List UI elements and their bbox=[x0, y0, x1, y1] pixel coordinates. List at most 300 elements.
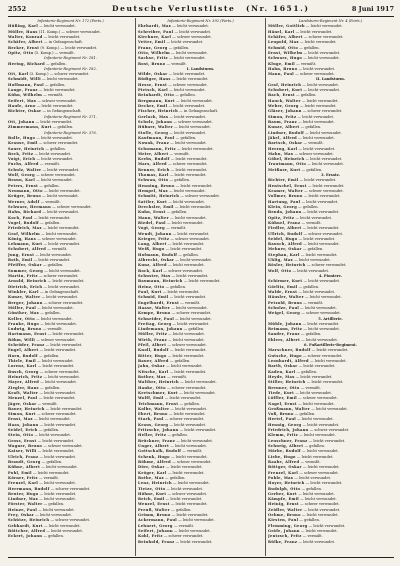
entry-status: — leicht verwundet. bbox=[297, 66, 336, 71]
entry-name: Schubert, Kurt bbox=[268, 88, 303, 93]
entry-name: Brenner, Otto bbox=[268, 385, 300, 390]
page-header bbox=[8, 4, 394, 16]
entry-status: — leicht verwundet. bbox=[170, 513, 209, 518]
entry-name: Gross, Ernst bbox=[8, 438, 37, 443]
entry-status: — schwer verwundet. bbox=[172, 119, 213, 124]
entry-name: Schulz, Walter bbox=[8, 167, 42, 172]
entry-status: — schwer verwundet. bbox=[303, 189, 344, 193]
entry-name: Reinhold, Franz bbox=[138, 539, 175, 544]
entry-status: — vermißt. bbox=[36, 401, 58, 406]
entry-name: Kühne, Albert bbox=[8, 465, 41, 470]
entry-status: — gefallen. bbox=[293, 412, 316, 417]
entry-status: — gefallen. bbox=[167, 45, 190, 50]
entry-status: — leicht verwundet. bbox=[163, 396, 202, 401]
entry-name: Kretschmer, Kurt bbox=[138, 390, 179, 395]
entry-status: — leicht verwundet. bbox=[40, 465, 78, 470]
section-title: 3. Ersatz. bbox=[321, 173, 340, 178]
entry-status: — schwer verwundet. bbox=[166, 162, 208, 167]
entry-name: Wolf, Otto bbox=[268, 268, 292, 273]
entry-status: — gefallen. bbox=[297, 284, 320, 289]
entry-status: — leicht verwundet. bbox=[166, 263, 205, 268]
entry-status: — vermißt. bbox=[39, 199, 61, 204]
entry-status: — leicht verwundet. bbox=[307, 523, 346, 528]
entry-name: Rothe, Max bbox=[138, 475, 164, 480]
entry-name: Schwan, Otto bbox=[138, 178, 169, 183]
entry-status: (3. Komp.) — schwer verwundet. bbox=[28, 72, 90, 77]
entry-status: — leicht verwundet. bbox=[293, 475, 332, 480]
entry-status: — leicht verwundet. bbox=[168, 295, 207, 300]
entry-name: Hänel, Karl bbox=[268, 29, 295, 34]
entry-status: — vermißt. bbox=[168, 151, 190, 156]
entry-name: Marschner, Rudolf bbox=[268, 348, 311, 353]
entry-name: Mahn, Max bbox=[268, 151, 294, 156]
entry-status: — leicht verwundet. bbox=[297, 364, 336, 369]
entry-status: — gefallen. bbox=[298, 45, 320, 50]
entry-name: Schenk, Hugo bbox=[138, 454, 170, 459]
entry-name: Renner, Erich bbox=[138, 167, 170, 172]
entry-status: — gefallen. bbox=[294, 93, 317, 98]
entry-status: — schwer verwundet. bbox=[42, 444, 83, 448]
entry-status: — schwer verwundet. bbox=[49, 486, 91, 491]
entry-status: — leicht verwundet. bbox=[302, 507, 341, 512]
entry-name: Stark, Paul bbox=[138, 417, 164, 422]
entry-name: Kühnel, Franz bbox=[268, 220, 301, 225]
entry-status: — leicht verwundet. bbox=[174, 316, 212, 321]
entry-status: — schwer verwundet. bbox=[162, 268, 204, 273]
entry-status: — leicht verwundet. bbox=[35, 178, 73, 183]
issue-date: 8 Juni 1917 bbox=[351, 5, 394, 13]
entry-name: Meier, Albert bbox=[138, 151, 169, 156]
entry-name: Gutsche, Hugo bbox=[268, 353, 302, 358]
entry-status: — leicht verwundet. bbox=[40, 295, 79, 300]
entry-status: — vermißt. bbox=[301, 534, 323, 539]
entry-status: — gefallen. bbox=[303, 444, 325, 448]
entry-status: (5. Komp.) — vermißt. bbox=[33, 50, 75, 55]
entry-status: — schwer verwundet. bbox=[51, 204, 92, 209]
entry-name: Voß, Bruno bbox=[268, 412, 294, 417]
section-title: II. Landsturm. bbox=[315, 77, 346, 82]
entry-status: — schwer verwundet. bbox=[171, 34, 212, 39]
entry-status: — gefallen. bbox=[37, 428, 60, 433]
section-heading: Infanterie-Regiment Nr. 182. bbox=[44, 66, 97, 71]
entry-name: Bauer, Alfred bbox=[138, 359, 169, 363]
entry-status: — leicht verwundet. bbox=[301, 82, 339, 87]
entry-status: — leicht verwundet. bbox=[298, 40, 337, 45]
footer-rule bbox=[8, 557, 394, 558]
entry-name: Graf, Wilhelm bbox=[8, 231, 40, 236]
entry-name: Wagner, Bruno bbox=[8, 444, 43, 448]
entry-name: Hanke, Otto bbox=[138, 385, 166, 390]
entry-name: Bock, Karl bbox=[138, 268, 163, 273]
entry-status: — schwer verwundet. bbox=[166, 343, 207, 348]
entry-name: Kaufmann, Paul bbox=[138, 135, 175, 140]
section-heading: Infanterie-Regiment Nr. 181. bbox=[44, 56, 97, 61]
column-divider bbox=[265, 18, 266, 556]
entry-status: — leicht verwundet. bbox=[302, 88, 341, 93]
entry-status: — leicht verwundet. bbox=[35, 359, 74, 363]
entry-status: — vermißt. bbox=[165, 226, 187, 231]
entry-name: Haufe, Arno bbox=[8, 104, 36, 108]
entry-name: Pfeil, Albert bbox=[138, 343, 167, 348]
entry-name: Bartsch, Oskar bbox=[268, 141, 303, 146]
entry-status: — leicht verwundet. bbox=[42, 189, 81, 193]
entry-name: Kraft, Walter bbox=[8, 390, 39, 395]
entry-name: Haase, Walter bbox=[138, 305, 171, 310]
entry-status: — leicht verwundet. bbox=[296, 114, 335, 119]
entry-status: — leicht verwundet. bbox=[304, 24, 343, 29]
entry-status: — leicht verwundet. bbox=[35, 135, 73, 140]
entry-name: Vetter, Emil bbox=[138, 40, 166, 45]
entry-status: — schwer verwundet. bbox=[170, 459, 212, 464]
entry-name: Böttger, Oskar bbox=[268, 465, 302, 470]
entry-status: — gefallen. bbox=[169, 507, 192, 512]
entry-name: Flemming, Georg bbox=[268, 523, 308, 528]
entry-name: Sander, Franz bbox=[268, 332, 300, 337]
entry-name: Menzel, Paul bbox=[8, 396, 38, 401]
entry-status: — leicht verwundet. bbox=[176, 518, 215, 523]
entry-status: — leicht verwundet. bbox=[164, 364, 203, 369]
entry-name: Walther, Heinrich bbox=[138, 380, 179, 385]
entry-status: — gefallen. bbox=[174, 135, 197, 140]
entry-name: Klein, Georg bbox=[268, 204, 298, 209]
entry-name: Förster, Walter bbox=[8, 502, 43, 507]
entry-name: Mann, Walter bbox=[138, 215, 169, 220]
entry-status: — gefallen. bbox=[301, 247, 324, 252]
entry-status: — leicht verwundet. bbox=[39, 380, 77, 385]
entry-status: — leicht verwundet. bbox=[170, 50, 208, 55]
entry-name: Riedel, Paul bbox=[138, 220, 166, 225]
entry-name: Albrecht, Oskar bbox=[138, 258, 175, 263]
entry-status: — vermißt. bbox=[46, 247, 68, 252]
entry-status: — leicht verwundet. bbox=[301, 422, 340, 427]
entry-name: Opitz, Fritz bbox=[268, 215, 295, 220]
entry-status: — leicht verwundet. bbox=[302, 327, 340, 332]
entry-name: Hentschel, Ernst bbox=[268, 183, 307, 188]
entry-name: Ziegler, Hans bbox=[8, 385, 39, 390]
entry-status: — leicht verwundet. bbox=[182, 279, 221, 284]
entry-name: Kolbe, Walter bbox=[138, 406, 170, 411]
column-1 bbox=[8, 19, 133, 555]
entry-name: Hertel, Paul bbox=[268, 417, 296, 422]
section-heading: Landsturm-Regiment Nr. 4 (Forts.) bbox=[298, 19, 363, 23]
entry-name: Kühn, Wilhelm bbox=[8, 93, 43, 98]
entry-name: Sachse, Fritz bbox=[138, 56, 168, 61]
entry-name: Lang, Albert bbox=[138, 242, 167, 247]
entry-name: Heyde, Max bbox=[268, 374, 295, 379]
entry-name: Seidel, Erich bbox=[8, 428, 38, 433]
entry-status: — schwer verwundet. bbox=[167, 82, 208, 87]
entry-name: Fischer, Heinrich bbox=[138, 109, 178, 114]
entry-status: — leicht verwundet. bbox=[291, 268, 330, 273]
entry-status: — leicht verwundet. bbox=[170, 274, 209, 278]
entry-status: — schwer verwundet. bbox=[300, 311, 341, 316]
entry-status: — leicht verwundet. bbox=[304, 481, 343, 486]
entry-status: — leicht verwundet. bbox=[175, 146, 214, 151]
entry-name: Hoffmann, Paul bbox=[8, 82, 44, 87]
entry-status: — leicht verwundet. bbox=[302, 50, 341, 55]
entry-name: Pfeiffer, Oskar bbox=[8, 263, 42, 268]
entry-status: — gefallen. bbox=[44, 146, 66, 151]
entry-name: Drechsler, Emil bbox=[138, 204, 174, 209]
entry-status: — leicht verwundet. bbox=[295, 454, 334, 459]
entry-name: Ebert, Bruno bbox=[138, 412, 168, 417]
entry-name: Schubert, Alfred bbox=[8, 247, 47, 252]
entry-status: — leicht verwundet. bbox=[168, 348, 207, 353]
entry-name: Meißner, Kurt bbox=[268, 167, 301, 172]
entry-status: — leicht verwundet. bbox=[297, 433, 336, 438]
entry-name: Hauck, Walter bbox=[268, 98, 301, 103]
entry-status: — leicht verwundet. bbox=[36, 449, 75, 454]
entry-name: Löffler, Emil bbox=[268, 396, 297, 401]
entry-name: Thomas, Karl bbox=[138, 173, 169, 178]
entry-name: Martin, Fritz bbox=[8, 274, 38, 278]
entry-status: — leicht verwundet. bbox=[301, 210, 340, 215]
entry-name: Vogel, Rudolf bbox=[8, 220, 39, 225]
entry-name: Ackermann, Paul bbox=[138, 518, 177, 523]
entry-status: — leicht verwundet. bbox=[38, 24, 76, 29]
entry-status: — gefallen. bbox=[299, 332, 322, 337]
entry-name: Simon, Fritz bbox=[268, 114, 297, 119]
entry-name: Walter, Konrad bbox=[8, 34, 43, 39]
entry-name: Beck, Fritz bbox=[8, 151, 34, 156]
entry-status: — vermißt. bbox=[299, 459, 321, 464]
entry-status: — gefallen. bbox=[42, 502, 65, 507]
entry-status: — schwer verwundet. bbox=[37, 274, 79, 278]
entry-name: Arnold, Heinrich bbox=[8, 279, 47, 284]
entry-status: — leicht verwundet. bbox=[166, 337, 205, 342]
entry-status: — vermißt. bbox=[294, 61, 317, 66]
entry-status: — leicht verwundet. bbox=[169, 406, 208, 411]
entry-status: — leicht verwundet. bbox=[301, 321, 340, 326]
entry-name: Weigel, Georg bbox=[268, 311, 301, 316]
entry-name: Höhne, Kurt bbox=[138, 491, 167, 496]
entry-status: — leicht verwundet. bbox=[32, 417, 71, 422]
entry-name: Görlitz, Emil bbox=[268, 284, 298, 289]
entry-status: — leicht verwundet. bbox=[170, 305, 208, 310]
entry-name: Lindner, Max bbox=[8, 497, 39, 502]
entry-status: — gefallen. bbox=[168, 178, 191, 183]
entry-name: Hübner, Walter bbox=[138, 125, 174, 130]
entry-name: Braun, Karl bbox=[8, 178, 35, 183]
entry-name: Kraus, Georg bbox=[138, 422, 169, 427]
entry-status: — leicht verwundet. bbox=[34, 119, 73, 124]
entry-status: — leicht verwundet. bbox=[41, 226, 80, 231]
section-heading: Infanterie-Regiment Nr. 371. bbox=[44, 114, 97, 119]
entry-status: — vermißt. bbox=[299, 385, 321, 390]
entry-status: — gefallen. bbox=[178, 401, 200, 406]
entry-name: Rother, Max bbox=[138, 374, 166, 379]
entry-name: Brandt, Georg bbox=[8, 459, 41, 464]
entry-name: Raabe, Alfred bbox=[268, 459, 300, 464]
entry-name: Gläser, Johann bbox=[268, 109, 302, 114]
entry-status: — leicht verwundet. bbox=[175, 438, 213, 443]
entry-name: Scholz, Johann bbox=[138, 119, 173, 124]
entry-name: Wolff, Emil bbox=[138, 396, 164, 401]
entry-name: Franke, Hugo bbox=[8, 321, 40, 326]
entry-status: — vermißt. bbox=[38, 162, 61, 167]
entry-name: Heinz, Otto bbox=[138, 284, 165, 289]
casualty-entry bbox=[268, 540, 393, 545]
entry-status: — gefallen. bbox=[38, 183, 60, 188]
entry-name: Baumann, Heinrich bbox=[138, 279, 183, 284]
entry-name: Müller, Fritz bbox=[138, 332, 168, 337]
entry-name: Kröger, Karl bbox=[138, 470, 167, 475]
entry-name: Bach, Ernst bbox=[268, 93, 295, 98]
entry-name: Rudolph, Otto bbox=[268, 486, 301, 491]
entry-name: Stephan, Karl bbox=[268, 252, 300, 257]
entry-status: — gefallen. bbox=[43, 82, 66, 87]
entry-status: — leicht verwundet. bbox=[171, 24, 209, 29]
entry-name: Liebe, Hugo bbox=[268, 454, 296, 459]
entry-name: Pohle, Max bbox=[268, 475, 294, 480]
entry-status: — gefallen. bbox=[174, 93, 196, 98]
entry-status: — leicht verwundet. bbox=[171, 481, 210, 486]
entry-name: Friedrich, Johann bbox=[268, 428, 309, 433]
entry-name: Schreiber, Paul bbox=[138, 29, 174, 34]
entry-status: — leicht verwundet. bbox=[46, 279, 85, 284]
entry-name: Ehrhardt, Max bbox=[138, 24, 172, 29]
entry-name: Müller, Hans bbox=[8, 29, 38, 34]
entry-status: — gefallen. bbox=[298, 518, 320, 523]
entry-status: — leicht verwundet. bbox=[297, 491, 335, 496]
entry-name: Decker, Emil bbox=[138, 104, 168, 108]
entry-status: — in Gefangenschaft. bbox=[177, 109, 219, 114]
entry-status: — gefallen. bbox=[39, 311, 61, 316]
entry-status: — leicht verwundet. bbox=[34, 252, 72, 257]
entry-status: — gefallen. bbox=[300, 486, 322, 491]
entry-name: Bauer, Heinrich bbox=[8, 406, 45, 411]
entry-status: — leicht verwundet. bbox=[167, 104, 206, 108]
entry-status: — schwer verwundet. bbox=[305, 263, 347, 268]
entry-status: (9. Komp.) — leicht verwundet. bbox=[39, 45, 98, 50]
entry-status: — leicht verwundet. bbox=[165, 220, 204, 225]
entry-status: — vermißt. bbox=[300, 220, 322, 225]
entry-name: Seifert, Johann bbox=[138, 529, 173, 533]
entry-name: Kaden, Karl bbox=[268, 369, 296, 374]
entry-name: Lange, Franz bbox=[8, 88, 38, 93]
entry-name: Kunze, Albert bbox=[268, 125, 300, 130]
entry-name: Gräfe, Johann bbox=[268, 529, 300, 533]
entry-status: — vermißt. bbox=[165, 374, 188, 379]
entry-name: Sauer, Heinrich bbox=[8, 146, 45, 151]
entry-status: — schwer verwundet. bbox=[49, 518, 91, 523]
entry-name: Heinze, Paul bbox=[8, 507, 38, 512]
entry-status: — gefallen. bbox=[41, 263, 64, 268]
entry-status: — leicht verwundet. bbox=[170, 77, 209, 82]
entry-name: Oehme, Bruno bbox=[268, 513, 301, 518]
entry-name: Jäger, Oskar bbox=[8, 401, 37, 406]
entry-status: — schwer verwundet. bbox=[165, 385, 207, 390]
entry-name: Jentzsch, Fritz bbox=[268, 534, 302, 539]
section-heading: Infanterie-Regiment Nr. 376. bbox=[44, 130, 97, 135]
entry-status: — schwer verwundet. bbox=[302, 231, 344, 236]
entry-name: Schäfer, Albert bbox=[8, 40, 43, 45]
entry-status: — leicht verwundet. bbox=[34, 513, 72, 518]
entry-name: Hofmann, Rudolf bbox=[138, 252, 178, 257]
entry-status: — leicht verwundet. bbox=[169, 141, 207, 146]
entry-status: — leicht verwundet. bbox=[175, 98, 213, 103]
entry-status: — leicht verwundet. bbox=[42, 242, 81, 247]
entry-name: Mann, Paul bbox=[268, 72, 294, 77]
entry-name: Uhlig, Max bbox=[268, 258, 293, 263]
entry-status: — leicht verwundet. bbox=[35, 104, 74, 108]
entry-name: Ernst, Max bbox=[8, 417, 33, 422]
entry-name: Körner, Fritz bbox=[8, 475, 38, 480]
entry-status: — gefallen. bbox=[42, 534, 64, 539]
entry-name: Petzold, Bruno bbox=[268, 300, 303, 305]
entry-status: — leicht verwundet. bbox=[310, 406, 348, 411]
entry-name: Sattler, Kurt bbox=[138, 199, 168, 204]
entry-name: Schmitt, Heinrich bbox=[138, 194, 180, 199]
entry-name: Neumann, Otto bbox=[8, 189, 43, 193]
entry-name: Kirsten, Paul bbox=[268, 518, 299, 523]
entry-status: — leicht verwundet. bbox=[299, 252, 338, 257]
entry-status: — leicht verwundet. bbox=[45, 529, 83, 533]
entry-name: Brückner, Franz bbox=[138, 438, 176, 443]
entry-name: Friedrich, Max bbox=[8, 226, 42, 231]
entry-name: Kirchner, Karl bbox=[138, 34, 172, 39]
entry-status: — leicht verwundet. bbox=[296, 401, 335, 406]
entry-status: — leicht verwundet. bbox=[307, 438, 346, 443]
entry-name: Weiß, Hugo bbox=[138, 247, 165, 252]
entry-name: Schäfer, Albert bbox=[268, 34, 303, 39]
entry-status: — leicht verwundet. bbox=[168, 130, 207, 135]
entry-status: — schwer verwundet. bbox=[302, 34, 344, 39]
entry-status: — vermißt. bbox=[302, 300, 324, 305]
entry-name: Hahn, Richard bbox=[8, 210, 42, 215]
entry-status: — vermißt. bbox=[165, 61, 187, 66]
entry-name: Paul, Kurt bbox=[138, 289, 162, 294]
entry-status: — gefallen. bbox=[300, 167, 323, 172]
entry-status: — leicht verwundet. bbox=[167, 189, 206, 193]
entry-status: — gefallen. bbox=[51, 125, 74, 130]
entry-status: — leicht verwundet. bbox=[168, 422, 207, 427]
entry-name: Stiller, Heinrich bbox=[268, 380, 306, 385]
entry-status: — gefallen. bbox=[182, 327, 205, 332]
entry-name: Zimmermann, Kurt bbox=[8, 125, 52, 130]
entry-name: Leuschner, Franz bbox=[268, 438, 308, 443]
entry-status: — leicht verwundet. bbox=[298, 178, 337, 183]
entry-name: Keller, Otto bbox=[8, 316, 35, 321]
entry-name: Wendt, Johann bbox=[138, 231, 172, 236]
entry-status: — schwer verwundet. bbox=[34, 173, 76, 178]
entry-status: — schwer verwundet. bbox=[179, 194, 220, 199]
entry-name: Kunz, Alfred bbox=[138, 263, 167, 268]
entry-status: — leicht verwundet. bbox=[32, 258, 71, 263]
entry-name: Stolle, Georg bbox=[138, 130, 169, 135]
entry-name: Kämpfe, Emil bbox=[268, 497, 299, 502]
entry-name: Herzog, Karl bbox=[268, 146, 298, 151]
entry-status: — leicht verwundet. bbox=[32, 215, 71, 220]
entry-name: Ritter, Hugo bbox=[138, 353, 167, 358]
entry-status: — schwer verwundet. bbox=[301, 109, 343, 114]
entry-status: — leicht verwundet. bbox=[298, 497, 337, 502]
entry-name: Seidel, Hugo bbox=[268, 236, 298, 241]
entry-name: Franz, Georg bbox=[138, 45, 168, 50]
entry-status: — gefallen. bbox=[37, 353, 60, 358]
entry-status: — leicht verwundet. bbox=[294, 215, 333, 220]
entry-status: — leicht verwundet. bbox=[42, 523, 81, 528]
entry-name: Frenzel, Karl bbox=[8, 481, 39, 486]
entry-status: — schwer verwundet. bbox=[36, 98, 77, 103]
section-title: 5. Artillerie. bbox=[318, 316, 343, 321]
entry-name: Schneider, Paul bbox=[138, 316, 175, 321]
entry-status: — leicht verwundet. bbox=[173, 204, 212, 209]
entry-name: Reinhardt, Otto bbox=[138, 93, 175, 98]
entry-name: Kempe, Bruno bbox=[138, 311, 171, 316]
entry-name: Hempel, Max bbox=[138, 189, 168, 193]
column-divider bbox=[135, 18, 136, 556]
